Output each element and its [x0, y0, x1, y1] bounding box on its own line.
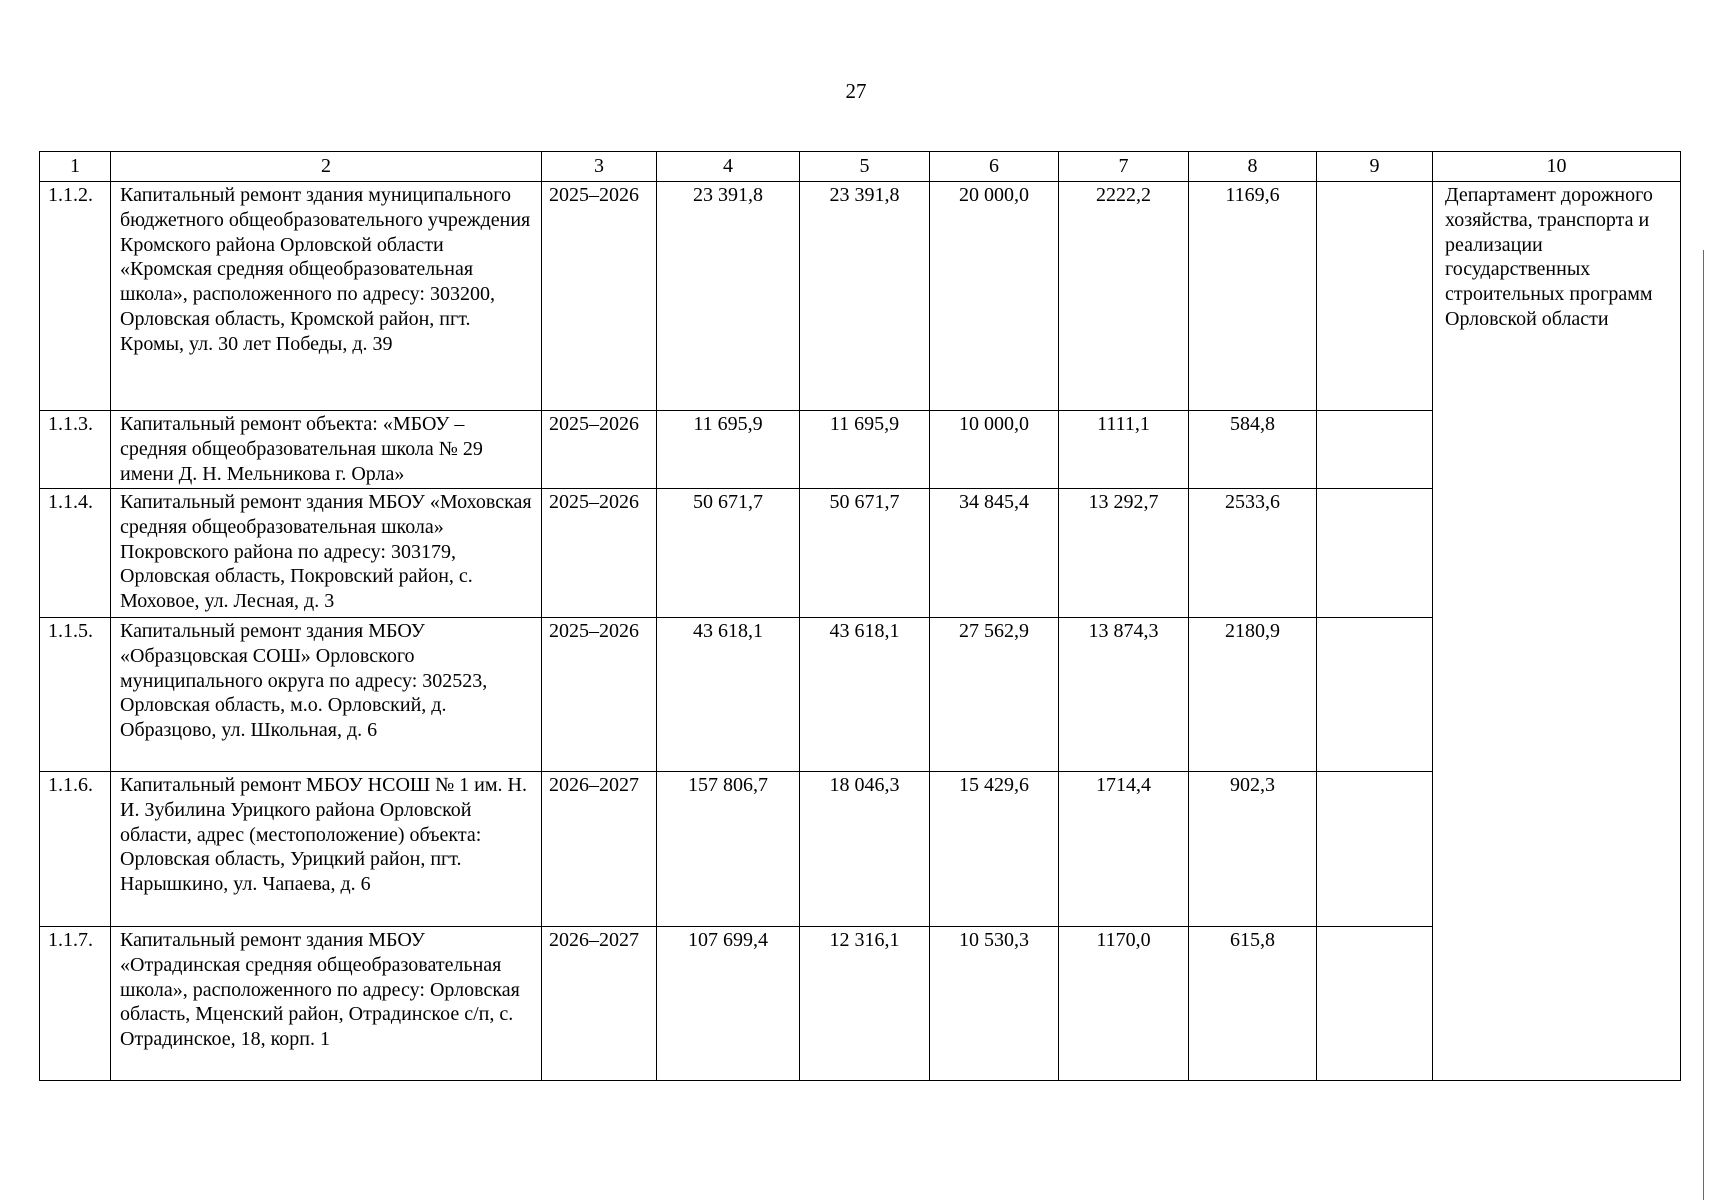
row-col7: 2222,2: [1059, 182, 1189, 411]
row-col6: 10 000,0: [930, 411, 1059, 489]
row-number: 1.1.7.: [40, 927, 111, 1081]
row-period: 2025–2026: [542, 411, 657, 489]
row-description: Капитальный ремонт здания МБОУ «Отрадинская средняя общеобразовательная школа», расположенного по адресу: Орловская область, Мценский район, Отрадинское с/п, с. Отрадинское, 18, корп. 1: [111, 927, 542, 1081]
column-header: 7: [1059, 152, 1189, 182]
row-period: 2025–2026: [542, 489, 657, 618]
row-col4: 50 671,7: [657, 489, 800, 618]
row-period: 2025–2026: [542, 618, 657, 772]
row-col6: 10 530,3: [930, 927, 1059, 1081]
row-number: 1.1.6.: [40, 772, 111, 927]
row-description: Капитальный ремонт здания МБОУ «Образцовская СОШ» Орловского муниципального округа по адресу: 302523, Орловская область, м.о. Орловский, д. Образцово, ул. Школьная, д. 6: [111, 618, 542, 772]
row-col5: 23 391,8: [800, 182, 930, 411]
row-col7: 1111,1: [1059, 411, 1189, 489]
row-col6: 27 562,9: [930, 618, 1059, 772]
row-col7: 1170,0: [1059, 927, 1189, 1081]
row-col6: 20 000,0: [930, 182, 1059, 411]
column-header: 6: [930, 152, 1059, 182]
row-period: 2026–2027: [542, 927, 657, 1081]
program-table: [39, 151, 1681, 1081]
column-header: 4: [657, 152, 800, 182]
row-period: 2025–2026: [542, 182, 657, 411]
row-col9: [1317, 618, 1433, 772]
row-col9: [1317, 772, 1433, 927]
row-description: Капитальный ремонт здания МБОУ «Моховская средняя общеобразовательная школа» Покровского района по адресу: 303179, Орловская область, Покровский район, с. Моховое, ул. Лесная, д. 3: [111, 489, 542, 618]
row-col8: 2180,9: [1189, 618, 1317, 772]
column-header: 2: [111, 152, 542, 182]
table-row: [40, 182, 1681, 411]
row-col5: 12 316,1: [800, 927, 930, 1081]
row-col9: [1317, 411, 1433, 489]
column-header: 1: [40, 152, 111, 182]
row-col7: 1714,4: [1059, 772, 1189, 927]
row-col8: 584,8: [1189, 411, 1317, 489]
column-header: 8: [1189, 152, 1317, 182]
row-period: 2026–2027: [542, 772, 657, 927]
column-header: 5: [800, 152, 930, 182]
scan-edge-line: [1703, 250, 1704, 1200]
row-col6: 34 845,4: [930, 489, 1059, 618]
row-col8: 615,8: [1189, 927, 1317, 1081]
row-col4: 11 695,9: [657, 411, 800, 489]
row-number: 1.1.5.: [40, 618, 111, 772]
column-header: 10: [1433, 152, 1681, 182]
responsible-department: Департамент дорожного хозяйства, транспорта и реализации государственных строительных программ Орловской области: [1433, 182, 1681, 1081]
row-col5: 11 695,9: [800, 411, 930, 489]
table-header-row: [40, 152, 1681, 182]
row-col8: 2533,6: [1189, 489, 1317, 618]
row-col5: 43 618,1: [800, 618, 930, 772]
row-number: 1.1.3.: [40, 411, 111, 489]
row-col5: 50 671,7: [800, 489, 930, 618]
row-description: Капитальный ремонт МБОУ НСОШ № 1 им. Н. И. Зубилина Урицкого района Орловской области, адрес (местоположение) объекта: Орловская область, Урицкий район, пгт. Нарышкино, ул. Чапаева, д. 6: [111, 772, 542, 927]
row-col9: [1317, 927, 1433, 1081]
row-col4: 107 699,4: [657, 927, 800, 1081]
row-col9: [1317, 182, 1433, 411]
column-header: 3: [542, 152, 657, 182]
row-col4: 23 391,8: [657, 182, 800, 411]
row-number: 1.1.4.: [40, 489, 111, 618]
row-description: Капитальный ремонт объекта: «МБОУ – средняя общеобразовательная школа № 29 имени Д. Н. Мельникова г. Орла»: [111, 411, 542, 489]
row-col8: 1169,6: [1189, 182, 1317, 411]
row-col9: [1317, 489, 1433, 618]
row-col6: 15 429,6: [930, 772, 1059, 927]
row-col8: 902,3: [1189, 772, 1317, 927]
row-col7: 13 292,7: [1059, 489, 1189, 618]
row-description: Капитальный ремонт здания муниципального бюджетного общеобразовательного учреждения Кромского района Орловской области «Кромская средняя общеобразовательная школа», расположенного по адресу: 303200, Орловская область, Кромской район, пгт. Кромы, ул. 30 лет Победы, д. 39: [111, 182, 542, 411]
row-number: 1.1.2.: [40, 182, 111, 411]
row-col4: 43 618,1: [657, 618, 800, 772]
row-col5: 18 046,3: [800, 772, 930, 927]
column-header: 9: [1317, 152, 1433, 182]
row-col4: 157 806,7: [657, 772, 800, 927]
page-number: 27: [845, 79, 867, 103]
row-col7: 13 874,3: [1059, 618, 1189, 772]
